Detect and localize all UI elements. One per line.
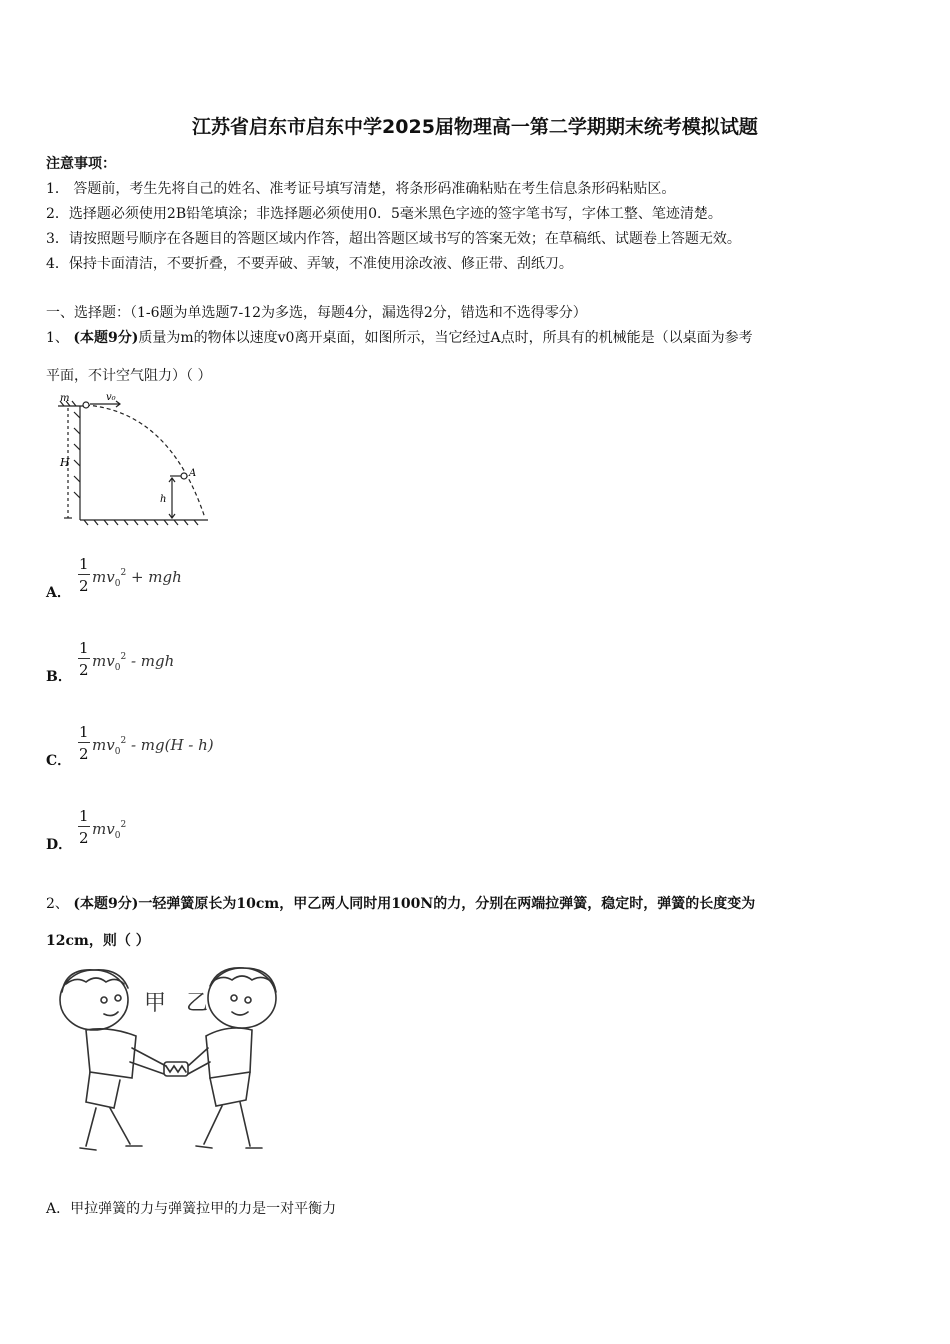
q1-stem-line1 — [46, 327, 753, 347]
q1-points: (本题9分) — [73, 330, 139, 346]
q1-option-d-letter: D． — [46, 837, 73, 853]
notice-item-4: 4．保持卡面清洁，不要折叠，不要弄破、弄皱，不准使用涂改液、修正带、刮纸刀。 — [46, 256, 573, 272]
label-h: h — [160, 494, 167, 505]
fraction-denominator: 2 — [79, 661, 89, 679]
fraction-numerator: 1 — [79, 639, 89, 657]
section-heading: 一、选择题：（1-6题为单选题7-12为多选，每题4分，漏选得2分，错选和不选得零分） — [46, 305, 587, 321]
notice-item-3: 3．请按照题号顺序在各题目的答题区域内作答，超出答题区域书写的答案无效；在草稿纸、试题卷上答题无效。 — [46, 231, 741, 247]
q1-text: 质量为m的物体以速度v0离开桌面，如图所示，当它经过A点时，所具有的机械能是（以桌面为参考 — [138, 330, 753, 346]
notice-item-2: 2．选择题必须使用2B铅笔填涂；非选择题必须使用0．5毫米黑色字迹的签字笔书写，字体工整、笔迹清楚。 — [46, 206, 722, 222]
label-H: H — [60, 456, 70, 469]
notice-item-1: 1． 答题前，考生先将自己的姓名、准考证号填写清楚，将条形码准确粘贴在考生信息条形码粘贴区。 — [46, 181, 676, 197]
label-jia: 甲 — [144, 991, 167, 1016]
q1-number: 1、 — [46, 330, 69, 346]
fraction-denominator: 2 — [79, 829, 89, 847]
q2-number: 2、 — [46, 896, 69, 912]
fraction-numerator: 1 — [79, 807, 89, 825]
label-m: m — [60, 393, 70, 404]
q1-option-a-expression: $mv_0^2$ + mgh — [92, 568, 182, 589]
q1-stem-line2: 平面，不计空气阻力）（ ） — [46, 368, 212, 384]
label-yi: 乙 — [186, 991, 209, 1016]
fraction-numerator: 1 — [79, 723, 89, 741]
page-title: 江苏省启东市启东中学2025届物理高一第二学期期末统考模拟试题 — [192, 116, 758, 138]
q2-points: (本题9分) — [73, 896, 139, 912]
q2-text: 一轻弹簧原长为10cm，甲乙两人同时用100N的力，分别在两端拉弹簧，稳定时，弹簧的长度变为 — [138, 896, 756, 912]
projectile-figure — [50, 392, 215, 527]
notice-heading: 注意事项： — [46, 156, 116, 172]
q1-option-d-expression: $mv_0^2$ — [92, 820, 127, 841]
fraction-denominator: 2 — [79, 745, 89, 763]
q1-option-c-expression: $mv_0^2 - mg(H - h)$ — [92, 736, 214, 757]
q1-option-b-letter: B． — [46, 669, 72, 685]
q2-stem-line2: 12cm，则（ ） — [46, 933, 150, 949]
q2-option-a: A．甲拉弹簧的力与弹簧拉甲的力是一对平衡力 — [46, 1201, 337, 1217]
fraction-denominator: 2 — [79, 577, 89, 595]
label-A: A — [189, 468, 197, 479]
q1-option-c-letter: C． — [46, 753, 72, 769]
spring-pull-figure — [46, 962, 291, 1172]
q1-option-b-expression: $mv_0^2$ - mgh — [92, 652, 175, 673]
fraction-numerator: 1 — [79, 555, 89, 573]
label-v0: v₀ — [106, 392, 116, 403]
q1-option-a-letter: A． — [46, 585, 71, 601]
q2-stem-line1 — [46, 893, 755, 913]
